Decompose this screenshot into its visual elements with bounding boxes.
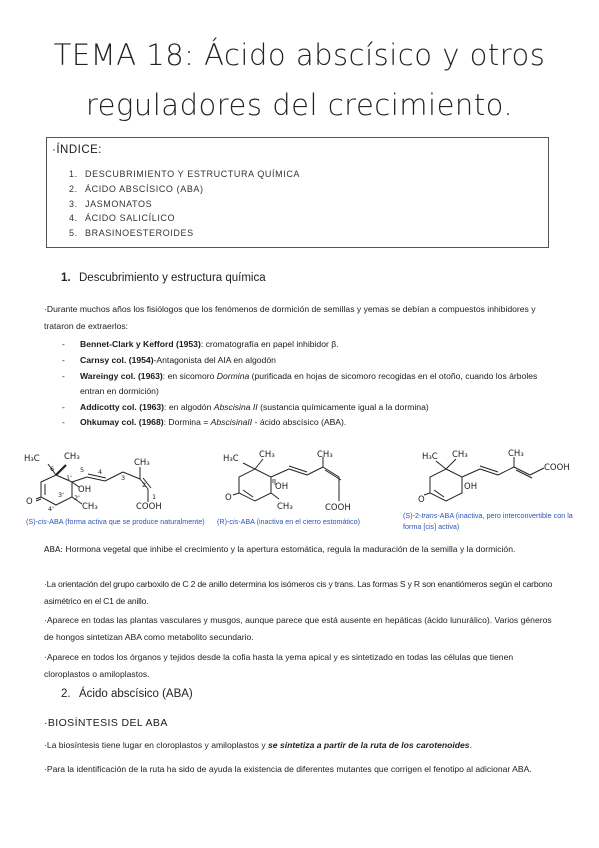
list-item: [60, 400, 560, 415]
paragraph-isomers: ·La orientación del grupo carboxilo de C 2 de anillo determina los isómeros cis y trans. Las formas S y R son enantiómeros según el carbono asimétrico en el C1 de anillo.: [44, 579, 553, 606]
index-item-label: ÁCIDO SALICÍLICO: [85, 213, 176, 224]
label-oh: OH: [275, 482, 289, 492]
list-item: [60, 337, 560, 352]
index-list: [69, 167, 300, 241]
section-1-heading: [61, 272, 266, 284]
atom-number: 2': [74, 494, 80, 502]
caption-r-cis-aba: [217, 516, 387, 527]
atom-number: 3: [121, 474, 126, 482]
caption-text: -ABA (forma activa que se produce naturalmente): [46, 517, 205, 526]
caption-text: (S)-2-: [403, 511, 422, 520]
atom-number: 1': [66, 474, 72, 482]
label-h3c: H₃C: [422, 452, 438, 462]
caption-italic: cis: [37, 517, 47, 526]
atom-number: 2: [142, 481, 147, 489]
list-item: [60, 415, 560, 430]
item-text: : cromatografía en papel inhibidor β.: [200, 339, 339, 349]
section-title: Descubrimiento y estructura química: [79, 272, 266, 284]
molecule-s-cis-aba: [22, 447, 194, 515]
index-item-number: 3.: [69, 198, 78, 209]
label-cooh: COOH: [325, 503, 351, 513]
index-box: [46, 137, 549, 248]
author-ref: Ohkumay col. (1968): [80, 417, 164, 428]
label-h3c: H₃C: [24, 454, 40, 464]
label-oh: OH: [464, 482, 478, 492]
aba-definition: [44, 541, 560, 559]
label-ch3: CH₃: [82, 502, 98, 512]
label-h3c: H₃C: [223, 454, 239, 464]
caption-italic: trans: [421, 511, 438, 520]
atom-number: 3': [58, 491, 64, 499]
index-heading: ·ÍNDICE:: [52, 144, 102, 156]
biosynthesis-subheading: ·BIOSÍNTESIS DEL ABA: [44, 717, 168, 729]
page-title-line-2: reguladores del crecimiento.: [85, 88, 514, 122]
page-title-line-1: TEMA 18: Ácido abscísico y otros: [53, 38, 546, 72]
label-ch3: CH₃: [259, 450, 275, 460]
item-italic: Abscisina II: [213, 401, 258, 412]
index-item-number: 4.: [69, 213, 78, 224]
paragraph-organs: ·Aparece en todos los órganos y tejidos desde la cofia hasta la yema apical y es sintetizado en todas las células que tienen cloroplastos o amiloplastos.: [44, 652, 514, 679]
author-ref: Bennet-Clark y Kefford (1953): [80, 339, 201, 349]
index-item-label: ÁCIDO ABSCÍSICO (ABA): [85, 183, 204, 194]
index-item-label: BRASINOESTEROIDES: [85, 228, 194, 239]
caption-text: (S)-: [26, 517, 38, 526]
label-ch3: CH₃: [64, 452, 80, 462]
atom-number: 4': [48, 505, 54, 513]
index-item-label: JASMONATOS: [85, 198, 153, 209]
item-text: -Antagonista del AIA en algodón: [153, 354, 276, 365]
caption-italic: cis: [229, 517, 239, 526]
caption-s-cis-aba: [26, 516, 216, 527]
label-o: O: [225, 493, 232, 503]
item-text: : Dormina =: [163, 417, 211, 428]
label-ch3: CH₃: [508, 449, 524, 459]
item-italic: AbscisinaII: [210, 417, 253, 428]
list-item: [60, 369, 560, 400]
label-o: O: [418, 495, 425, 505]
caption-text: -ABA (inactiva, pero interconvertible con la forma [cis] activa): [403, 511, 573, 531]
section-number: 2.: [61, 688, 71, 700]
discovery-list: [60, 337, 560, 431]
index-item: [69, 182, 300, 197]
label-ch3: CH₃: [452, 450, 468, 460]
item-text: - ácido abscísico (ABA).: [252, 417, 347, 428]
section-number: 1.: [61, 272, 71, 284]
label-cooh: COOH: [544, 463, 570, 473]
item-text: (purificada en hojas de sicomoro recogidas en el otoño, cuando los árboles entran en dormición): [80, 370, 538, 396]
index-item-label: DESCUBRIMIENTO Y ESTRUCTURA QUÍMICA: [85, 169, 301, 179]
label-ch3: CH₃: [277, 502, 293, 512]
item-text: : en sicomoro: [162, 370, 217, 381]
index-item: [69, 211, 300, 226]
paragraph-text: ·La biosíntesis tiene lugar en cloroplastos y amiloplastos y: [44, 740, 269, 750]
paragraph-biosynthesis: [44, 737, 560, 754]
item-text: (sustancia químicamente igual a la dormina): [257, 401, 429, 412]
caption-text: (R)-: [217, 517, 230, 526]
section-2-heading: [61, 688, 193, 700]
label-ch3: CH₃: [134, 458, 150, 468]
paragraph-mutants: ·Para la identificación de la ruta ha sido de ayuda la existencia de diferentes mutantes que corrigen el fenotipo al adicionar ABA.: [44, 764, 532, 774]
item-text: : en algodón: [164, 401, 214, 412]
label-cooh: COOH: [136, 502, 162, 512]
caption-text: -ABA (inactiva en el cierro estomático): [238, 517, 361, 526]
author-ref: Addicotty col. (1963): [80, 401, 165, 412]
author-ref: Wareingy col. (1963): [80, 370, 163, 381]
section-title: Ácido abscísico (ABA): [79, 688, 193, 700]
aba-definition-text: Hormona vegetal que inhibe el crecimiento y la apertura estomática, regula la maduración de la semilla y la dormición.: [63, 544, 516, 554]
label-ch3: CH₃: [317, 450, 333, 460]
index-item-number: 5.: [69, 228, 78, 239]
molecule-s-2-trans-aba: [418, 447, 586, 509]
caption-s-2-trans-aba: [403, 510, 591, 532]
index-item: [69, 226, 300, 241]
atom-number: 1: [152, 493, 157, 501]
paragraph-text: .: [469, 740, 472, 750]
item-italic: Dormina: [216, 370, 250, 381]
index-item: [69, 197, 300, 212]
atom-number: 6: [50, 465, 55, 473]
list-item: [60, 353, 560, 368]
label-oh: OH: [78, 485, 92, 495]
atom-number: 5: [80, 466, 85, 474]
section-1-intro: ·Durante muchos años los fisiólogos que los fenómenos de dormición de semillas y yemas se debían a compuestos inhibidores y trataron de extraerlos:: [44, 304, 536, 331]
index-item-number: 2.: [69, 183, 78, 194]
atom-number: 4: [98, 468, 103, 476]
index-item-number: 1.: [69, 169, 78, 179]
author-ref: Carnsy col. (1954): [80, 354, 154, 365]
paragraph-emphasis: se sintetiza a partir de la ruta de los carotenoides: [268, 740, 470, 750]
label-o: O: [26, 497, 33, 507]
molecule-r-cis-aba: [213, 447, 383, 515]
paragraph-distribution: ·Aparece en todas las plantas vasculares y musgos, aunque parece que está ausente en hepáticas (ácido lunurálico). Varios géneros de hongos sintetizan ABA como metabolito secundario.: [44, 615, 552, 642]
aba-label: ABA:: [44, 545, 63, 554]
index-item: [69, 167, 300, 182]
